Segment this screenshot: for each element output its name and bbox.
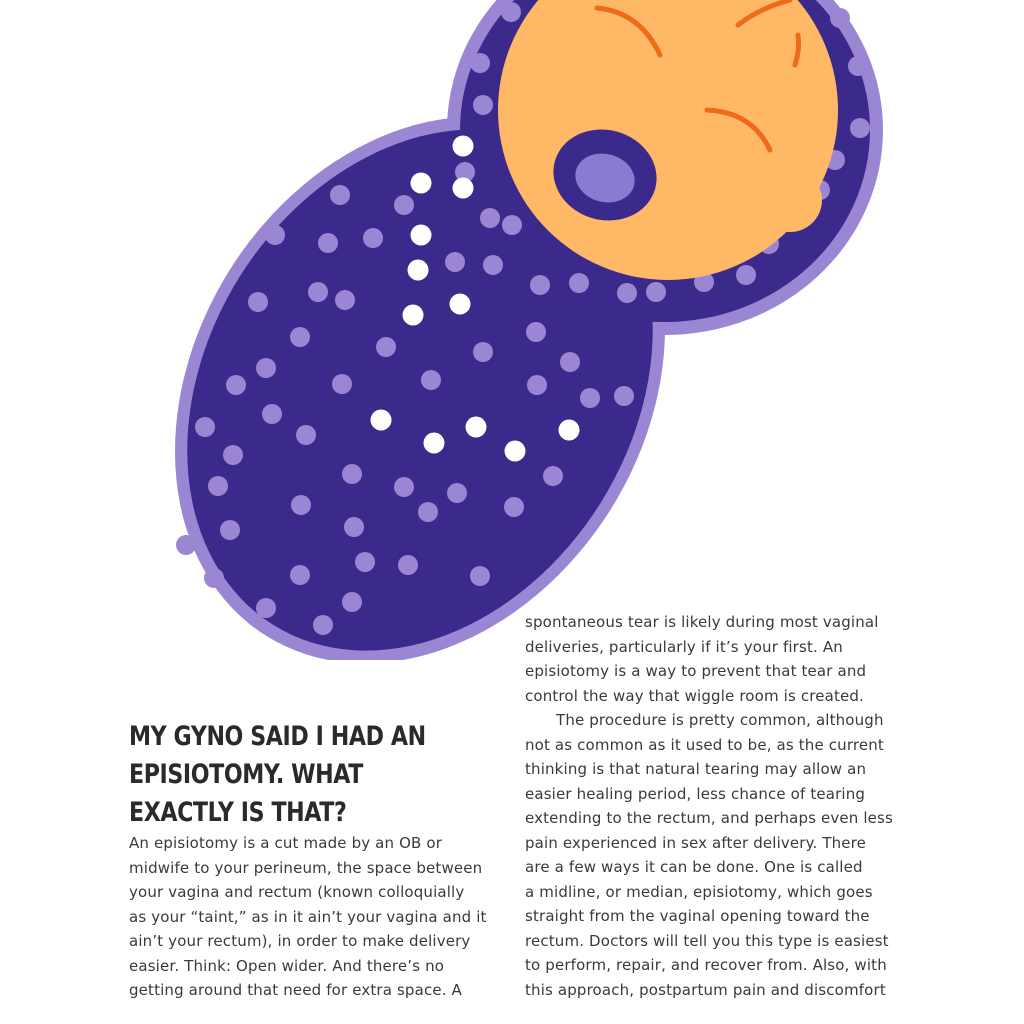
text-line: your vagina and rectum (known colloquially [129, 883, 465, 901]
blanket-dot [480, 208, 500, 228]
blanket-dot [262, 404, 282, 424]
text-line: An episiotomy is a cut made by an OB or [129, 834, 443, 852]
stitch-dot [559, 420, 580, 441]
blanket-dot [394, 477, 414, 497]
stitch-dot [450, 294, 471, 315]
blanket-dot [473, 342, 493, 362]
blanket-dot [308, 282, 328, 302]
blanket-dot [418, 502, 438, 522]
text-line: easier. Think: Open wider. And there’s no [129, 956, 445, 975]
blanket-dot [226, 375, 246, 395]
stitch-dot [411, 225, 432, 246]
blanket-dot [445, 252, 465, 272]
blanket-dot [614, 386, 634, 406]
text-line: not as common as it used to be, as the current [525, 735, 884, 754]
blanket-dot [850, 118, 870, 138]
blanket-dot [176, 535, 196, 555]
text-line: a midline, or median, episiotomy, which goes [525, 882, 873, 901]
heading-line: EXACTLY IS THAT? [129, 797, 347, 828]
blanket-dot [256, 598, 276, 618]
blanket-dot [470, 566, 490, 586]
blanket-dot [318, 233, 338, 253]
text-line: getting around that need for extra space. A [129, 981, 462, 999]
blanket-dot [848, 56, 868, 76]
blanket-dot [569, 273, 589, 293]
text-line: The procedure is pretty common, although [556, 711, 884, 729]
blanket-dot [208, 476, 228, 496]
blanket-dot [313, 615, 333, 635]
blanket-dot [447, 483, 467, 503]
blanket-dot [543, 466, 563, 486]
blanket-dot [470, 53, 490, 73]
blanket-dot [335, 290, 355, 310]
text-line: midwife to your perineum, the space between [129, 858, 483, 877]
stitch-dot [453, 136, 474, 157]
blanket-dot [220, 520, 240, 540]
text-line: rectum. Doctors will tell you this type is easiest [525, 931, 889, 950]
right-column-text [525, 610, 893, 1002]
blanket-dot [290, 327, 310, 347]
stitch-dot [403, 305, 424, 326]
blanket-dot [291, 495, 311, 515]
stitch-dot [466, 417, 487, 438]
stitch-dot [424, 433, 445, 454]
blanket-dot [223, 445, 243, 465]
blanket-dot [342, 464, 362, 484]
left-column-text [129, 831, 487, 1003]
text-line: easier healing period, less chance of tearing [525, 784, 866, 803]
blanket-dot [363, 228, 383, 248]
blanket-dot [195, 417, 215, 437]
text-line: deliveries, particularly if it’s your first. An [525, 637, 843, 656]
text-line: as your “taint,” as in it ain’t your vagina and it [129, 907, 487, 926]
stitch-dot [411, 173, 432, 194]
blanket-dot [342, 592, 362, 612]
blanket-dot [580, 388, 600, 408]
blanket-dot [646, 282, 666, 302]
stitch-dot [453, 178, 474, 199]
blanket-dot [560, 352, 580, 372]
stitch-dot [371, 410, 392, 431]
blanket-dot [355, 552, 375, 572]
text-line: extending to the rectum, and perhaps even less [525, 809, 893, 827]
blanket-dot [330, 185, 350, 205]
blanket-dot [527, 375, 547, 395]
blanket-dot [504, 497, 524, 517]
blanket-dot [296, 425, 316, 445]
stitch-dot [408, 260, 429, 281]
blanket-dot [204, 568, 224, 588]
stitch-dot [505, 441, 526, 462]
blanket-dot [256, 358, 276, 378]
blanket-dot [736, 265, 756, 285]
text-line: pain experienced in sex after delivery. There [525, 833, 867, 852]
blanket-dot [332, 374, 352, 394]
blanket-dot [421, 370, 441, 390]
text-line: are a few ways it can be done. One is called [525, 858, 863, 876]
blanket-dot [473, 95, 493, 115]
blanket-dot [502, 215, 522, 235]
blanket-dot [376, 337, 396, 357]
text-line: this approach, postpartum pain and discomfort [525, 980, 886, 999]
text-line: to perform, repair, and recover from. Also, with [525, 956, 887, 974]
blanket-dot [530, 275, 550, 295]
text-line: spontaneous tear is likely during most vaginal [525, 613, 879, 631]
text-line: ain’t your rectum), in order to make delivery [129, 932, 471, 950]
text-line: control the way that wiggle room is created. [525, 686, 864, 705]
heading-line: MY GYNO SAID I HAD AN [129, 721, 426, 752]
blanket-dot [398, 555, 418, 575]
blanket-dot [501, 2, 521, 22]
blanket-dot [290, 565, 310, 585]
blanket-dot [344, 517, 364, 537]
text-line: straight from the vaginal opening toward the [525, 907, 870, 925]
blanket-dot [617, 283, 637, 303]
blanket-dot [394, 195, 414, 215]
text-line: episiotomy is a way to prevent that tear and [525, 662, 867, 680]
blanket-dot [248, 292, 268, 312]
blanket-dot [265, 225, 285, 245]
blanket-dot [483, 255, 503, 275]
blanket-dot [830, 8, 850, 28]
heading-line: EPISIOTOMY. WHAT [129, 759, 363, 790]
section-heading [129, 718, 424, 832]
text-line: thinking is that natural tearing may allow an [525, 760, 867, 778]
blanket-dot [526, 322, 546, 342]
